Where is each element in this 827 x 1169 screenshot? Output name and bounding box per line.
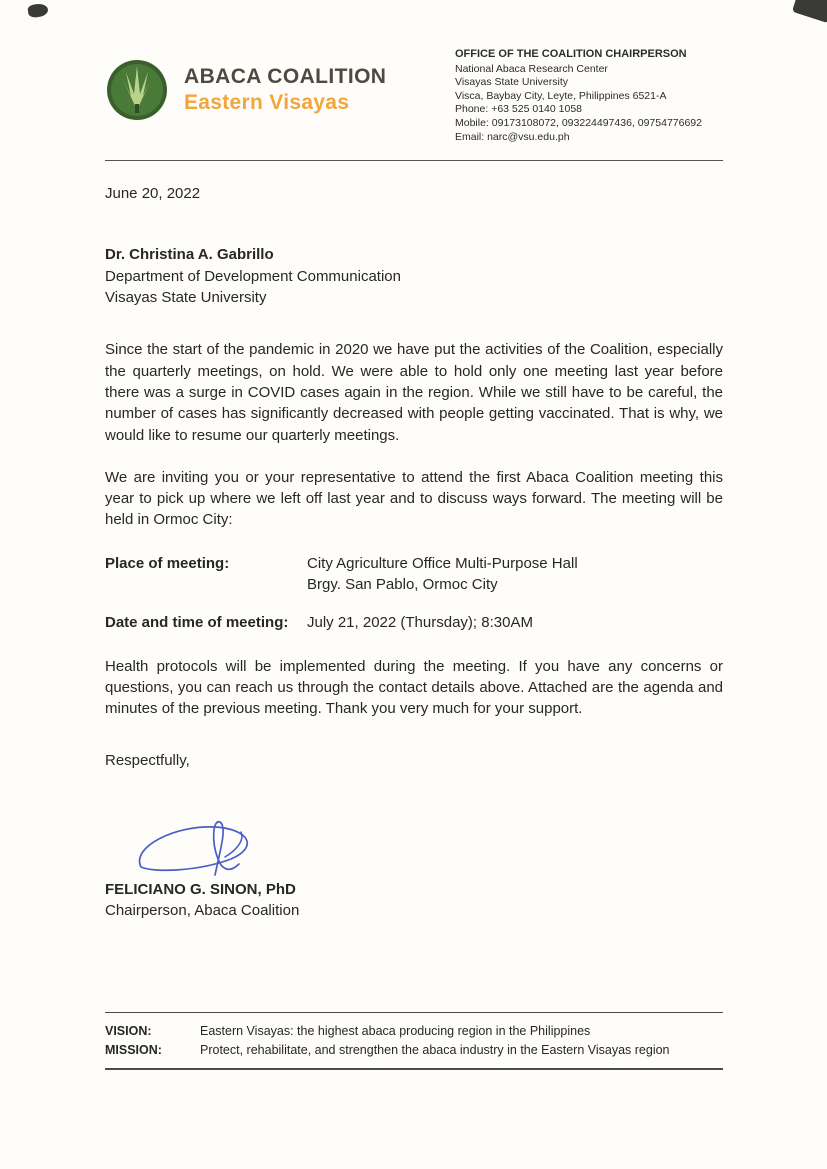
signer-name: FELICIANO G. SINON, PhD <box>105 880 296 898</box>
body-paragraph-1: Since the start of the pandemic in 2020 we have put the activities of the Coalition, especially the quarterly meetings, on hold. We were able to hold only one meeting last year before there was a surge in COVID cases again in the region. While we still have to be careful, the number of cases has significantly decreased with people getting vaccinated. That is why, we would like to resume our quarterly meetings. <box>105 341 723 444</box>
office-contact-block <box>455 48 723 144</box>
footer-mission-row <box>105 1041 723 1060</box>
meeting-place-line-1: City Agriculture Office Multi-Purpose Hall <box>307 554 578 572</box>
org-name: ABACA COALITION <box>184 64 387 88</box>
footer-mission-label: MISSION: <box>105 1043 162 1057</box>
header-divider <box>105 160 723 161</box>
abaca-coalition-logo-icon <box>105 58 169 122</box>
recipient-department: Department of Development Communication <box>105 267 401 285</box>
office-email-line: Email: narc@vsu.edu.ph <box>455 130 570 143</box>
office-line: Mobile: 09173108072, 093224497436, 09754776692 <box>455 116 702 129</box>
body-paragraph-2: We are inviting you or your representative to attend the first Abaca Coalition meeting this year to pick up where we left off last year and to discuss ways forward. The meeting will be held in Ormoc City: <box>105 468 723 529</box>
meeting-datetime-value: July 21, 2022 (Thursday); 8:30AM <box>307 614 533 632</box>
footer-vision-text: Eastern Visayas: the highest abaca producing region in the Philippines <box>200 1024 591 1038</box>
office-line: National Abaca Research Center <box>455 62 608 75</box>
signature-block <box>105 879 723 922</box>
footer-mission-text: Protect, rehabilitate, and strengthen the abaca industry in the Eastern Visayas region <box>200 1043 670 1057</box>
meeting-place-line-2: Brgy. San Pablo, Ormoc City <box>307 576 498 594</box>
signer-title: Chairperson, Abaca Coalition <box>105 902 300 920</box>
office-line: Phone: +63 525 0140 1058 <box>455 103 582 116</box>
office-line: Visayas State University <box>455 76 569 89</box>
footer-vision-row <box>105 1022 723 1041</box>
meeting-place-label: Place of meeting: <box>105 554 230 572</box>
recipient-block <box>105 244 723 308</box>
footer-vision-label: VISION: <box>105 1024 152 1038</box>
org-region: Eastern Visayas <box>184 91 350 114</box>
office-title: OFFICE OF THE COALITION CHAIRPERSON <box>455 48 687 60</box>
meeting-datetime-row <box>105 612 723 633</box>
recipient-name: Dr. Christina A. Gabrillo <box>105 246 274 264</box>
body-paragraph-3: Health protocols will be implemented during the meeting. If you have any concerns or questions, you can reach us through the contact details above. Attached are the agenda and minutes of the previous meeting. Thank you very much for your support. <box>105 657 723 718</box>
letter-date: June 20, 2022 <box>105 185 201 203</box>
meeting-datetime-label: Date and time of meeting: <box>105 614 289 632</box>
letterhead <box>105 0 723 144</box>
meeting-details <box>105 553 723 634</box>
meeting-place-row <box>105 553 723 596</box>
office-line: Visca, Baybay City, Leyte, Philippines 6521-A <box>455 89 667 102</box>
valediction: Respectfully, <box>105 751 190 769</box>
footer-vision-mission <box>105 1012 723 1070</box>
meeting-place-value <box>307 553 723 596</box>
recipient-university: Visayas State University <box>105 289 267 307</box>
brand-block <box>105 58 386 122</box>
